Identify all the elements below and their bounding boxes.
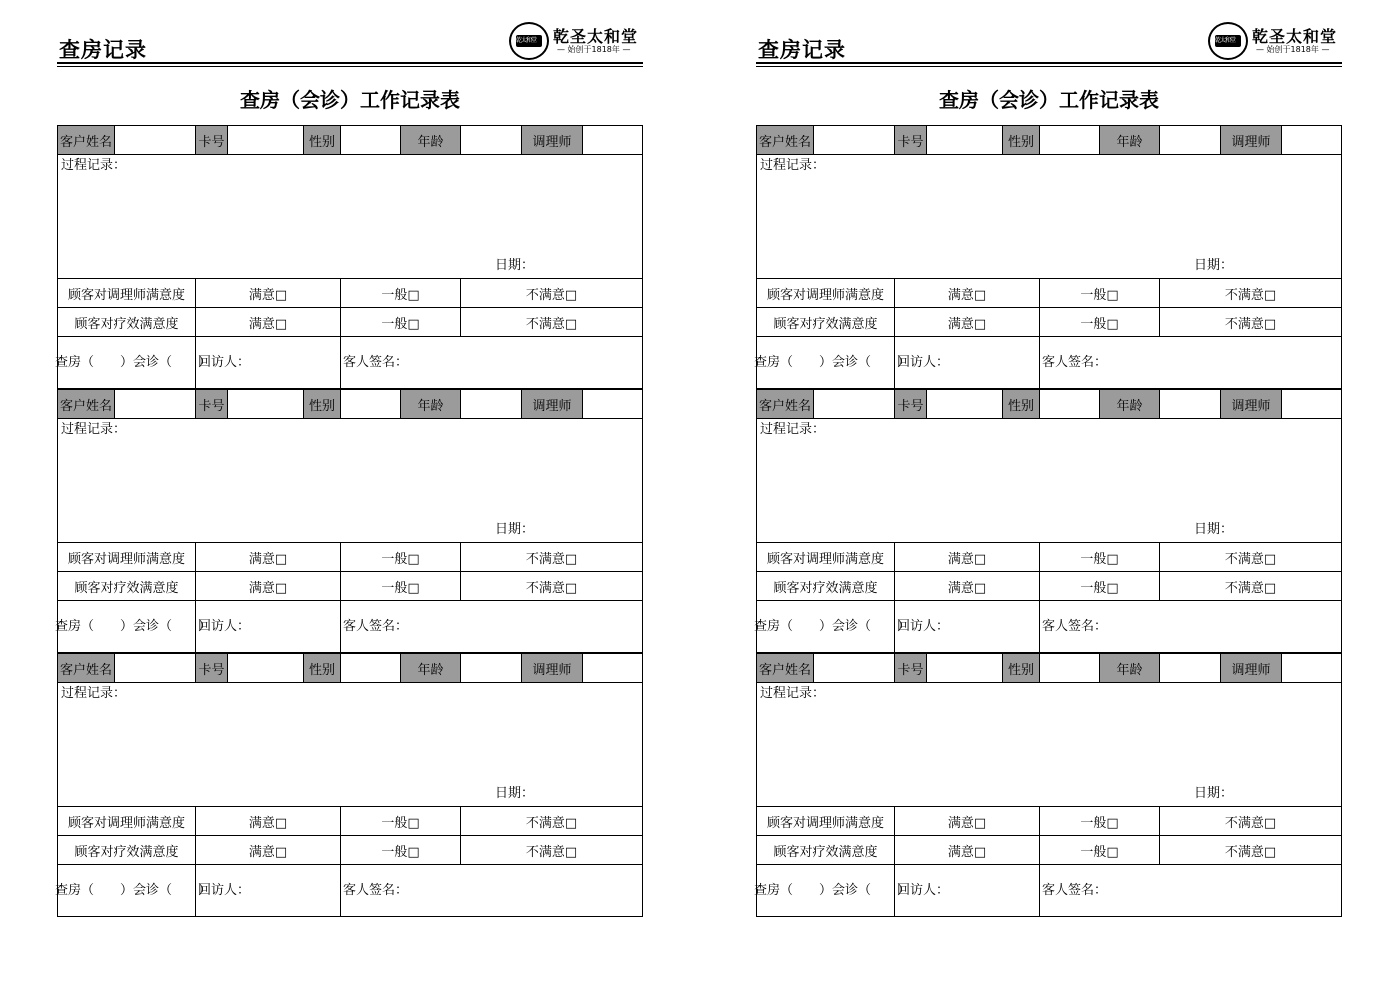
ward-round-consult-label: 查房（ ）会诊（ ） [55,355,212,370]
customer-name-label: 客户姓名 [756,653,814,683]
average-checkbox[interactable]: 一般□ [1039,806,1160,836]
effect-satisfaction-label: 顾客对疗效满意度 [756,307,895,337]
gender-field[interactable] [340,389,401,419]
record-block [57,389,643,653]
brand-seal-icon: 乾太和堂 [1208,22,1248,60]
therapist-label: 调理师 [1220,389,1282,419]
process-record-label: 过程记录： [61,686,127,701]
gender-label: 性别 [303,389,341,419]
ward-round-consult-label: 查房（ ）会诊（ ） [754,355,911,370]
gender-field[interactable] [1039,653,1100,683]
therapist-satisfaction-label: 顾客对调理师满意度 [57,278,196,308]
unsatisfied-checkbox[interactable]: 不满意□ [460,571,643,601]
average-checkbox[interactable]: 一般□ [1039,571,1160,601]
age-label: 年龄 [400,125,461,155]
therapist-field[interactable] [1281,125,1342,155]
unsatisfied-checkbox[interactable]: 不满意□ [460,542,643,572]
satisfied-checkbox[interactable]: 满意□ [195,278,341,308]
ward-round-consult-label: 查房（ ）会诊（ ） [55,883,212,898]
average-checkbox[interactable]: 一般□ [340,542,461,572]
therapist-label: 调理师 [521,389,583,419]
unsatisfied-checkbox[interactable]: 不满意□ [460,278,643,308]
ward-round-consult-label: 查房（ ）会诊（ ） [754,883,911,898]
process-record-area[interactable] [756,682,1342,807]
average-checkbox[interactable]: 一般□ [1039,307,1160,337]
average-checkbox[interactable]: 一般□ [1039,542,1160,572]
age-label: 年龄 [400,653,461,683]
date-label: 日期： [1194,786,1234,801]
brand-slogan: — 始创于1818年 — [1256,45,1330,54]
card-no-label: 卡号 [195,389,228,419]
average-checkbox[interactable]: 一般□ [340,278,461,308]
age-field[interactable] [460,653,522,683]
gender-field[interactable] [1039,125,1100,155]
record-block [57,653,643,917]
page-header-title: 查房记录 [758,37,846,62]
card-no-label: 卡号 [894,389,927,419]
gender-label: 性别 [303,653,341,683]
age-label: 年龄 [1099,653,1160,683]
unsatisfied-checkbox[interactable]: 不满意□ [460,835,643,865]
age-field[interactable] [460,125,522,155]
card-no-field[interactable] [926,653,1003,683]
gender-field[interactable] [340,125,401,155]
unsatisfied-checkbox[interactable]: 不满意□ [1159,571,1342,601]
age-field[interactable] [1159,125,1221,155]
customer-name-field[interactable] [114,125,196,155]
gender-label: 性别 [1002,389,1040,419]
process-record-label: 过程记录： [61,422,127,437]
unsatisfied-checkbox[interactable]: 不满意□ [1159,278,1342,308]
gender-label: 性别 [1002,125,1040,155]
gender-field[interactable] [1039,389,1100,419]
therapist-field[interactable] [1281,653,1342,683]
process-record-label: 过程记录： [61,158,127,173]
process-record-area[interactable] [57,418,643,543]
customer-signature-label: 客人签名： [1042,355,1108,370]
age-field[interactable] [1159,389,1221,419]
gender-label: 性别 [1002,653,1040,683]
therapist-satisfaction-label: 顾客对调理师满意度 [57,542,196,572]
effect-satisfaction-label: 顾客对疗效满意度 [57,307,196,337]
gender-field[interactable] [340,653,401,683]
page-header-title: 查房记录 [59,37,147,62]
satisfied-checkbox[interactable]: 满意□ [894,278,1040,308]
unsatisfied-checkbox[interactable]: 不满意□ [1159,542,1342,572]
card-no-field[interactable] [926,389,1003,419]
unsatisfied-checkbox[interactable]: 不满意□ [1159,806,1342,836]
visitor-label: 回访人： [198,355,251,370]
age-field[interactable] [1159,653,1221,683]
therapist-field[interactable] [1281,389,1342,419]
process-record-area[interactable] [57,154,643,279]
process-record-label: 过程记录： [760,422,826,437]
satisfied-checkbox[interactable]: 满意□ [195,835,341,865]
visitor-label: 回访人： [198,883,251,898]
unsatisfied-checkbox[interactable]: 不满意□ [1159,835,1342,865]
therapist-satisfaction-label: 顾客对调理师满意度 [756,278,895,308]
date-label: 日期： [495,786,535,801]
therapist-label: 调理师 [521,125,583,155]
customer-name-label: 客户姓名 [57,125,115,155]
card-no-field[interactable] [926,125,1003,155]
therapist-field[interactable] [582,389,643,419]
form-title: 查房（会诊）工作记录表 [939,88,1159,112]
brand-slogan: — 始创于1818年 — [557,45,631,54]
process-record-label: 过程记录： [760,158,826,173]
ward-round-consult-label: 查房（ ）会诊（ ） [55,619,212,634]
brand-logo [509,22,645,60]
card-no-field[interactable] [227,653,304,683]
record-block [756,653,1342,917]
customer-name-field[interactable] [114,389,196,419]
brand-seal-icon: 乾太和堂 [509,22,549,60]
effect-satisfaction-label: 顾客对疗效满意度 [57,571,196,601]
average-checkbox[interactable]: 一般□ [340,571,461,601]
card-no-label: 卡号 [195,125,228,155]
date-label: 日期： [1194,522,1234,537]
customer-signature-label: 客人签名： [343,883,409,898]
date-label: 日期： [495,522,535,537]
process-record-label: 过程记录： [760,686,826,701]
process-record-area[interactable] [756,154,1342,279]
customer-signature-label: 客人签名： [1042,619,1108,634]
form-page-left [57,0,657,982]
therapist-label: 调理师 [1220,125,1282,155]
therapist-satisfaction-label: 顾客对调理师满意度 [756,542,895,572]
header-rule [57,62,643,64]
therapist-satisfaction-label: 顾客对调理师满意度 [57,806,196,836]
visitor-label: 回访人： [897,883,950,898]
visitor-label: 回访人： [198,619,251,634]
age-label: 年龄 [400,389,461,419]
visitor-label: 回访人： [897,619,950,634]
date-label: 日期： [495,258,535,273]
average-checkbox[interactable]: 一般□ [1039,835,1160,865]
effect-satisfaction-label: 顾客对疗效满意度 [756,835,895,865]
header-rule [756,62,1342,64]
brand-name: 乾圣太和堂 [553,27,639,46]
age-label: 年龄 [1099,389,1160,419]
card-no-field[interactable] [227,389,304,419]
customer-name-label: 客户姓名 [57,389,115,419]
satisfied-checkbox[interactable]: 满意□ [195,542,341,572]
satisfied-checkbox[interactable]: 满意□ [894,806,1040,836]
brand-name: 乾圣太和堂 [1252,27,1338,46]
customer-name-label: 客户姓名 [57,653,115,683]
satisfied-checkbox[interactable]: 满意□ [195,571,341,601]
header-rule [756,66,1342,67]
satisfied-checkbox[interactable]: 满意□ [195,806,341,836]
customer-signature-label: 客人签名： [343,619,409,634]
record-block [756,389,1342,653]
average-checkbox[interactable]: 一般□ [340,307,461,337]
date-label: 日期： [1194,258,1234,273]
unsatisfied-checkbox[interactable]: 不满意□ [460,806,643,836]
satisfied-checkbox[interactable]: 满意□ [894,307,1040,337]
card-no-label: 卡号 [894,125,927,155]
process-record-area[interactable] [57,682,643,807]
average-checkbox[interactable]: 一般□ [340,835,461,865]
effect-satisfaction-label: 顾客对疗效满意度 [756,571,895,601]
card-no-label: 卡号 [894,653,927,683]
customer-signature-label: 客人签名： [1042,883,1108,898]
header-rule [57,66,643,67]
therapist-field[interactable] [582,125,643,155]
therapist-label: 调理师 [1220,653,1282,683]
unsatisfied-checkbox[interactable]: 不满意□ [1159,307,1342,337]
visitor-label: 回访人： [897,355,950,370]
customer-name-label: 客户姓名 [756,389,814,419]
effect-satisfaction-label: 顾客对疗效满意度 [57,835,196,865]
record-block [756,125,1342,389]
form-page-right [756,0,1356,982]
satisfied-checkbox[interactable]: 满意□ [195,307,341,337]
customer-name-field[interactable] [813,389,895,419]
card-no-label: 卡号 [195,653,228,683]
record-block [57,125,643,389]
unsatisfied-checkbox[interactable]: 不满意□ [460,307,643,337]
therapist-label: 调理师 [521,653,583,683]
average-checkbox[interactable]: 一般□ [1039,278,1160,308]
ward-round-consult-label: 查房（ ）会诊（ ） [754,619,911,634]
customer-name-label: 客户姓名 [756,125,814,155]
satisfied-checkbox[interactable]: 满意□ [894,571,1040,601]
form-title: 查房（会诊）工作记录表 [240,88,460,112]
customer-name-field[interactable] [813,125,895,155]
card-no-field[interactable] [227,125,304,155]
age-field[interactable] [460,389,522,419]
brand-logo [1208,22,1344,60]
satisfied-checkbox[interactable]: 满意□ [894,542,1040,572]
age-label: 年龄 [1099,125,1160,155]
therapist-field[interactable] [582,653,643,683]
satisfied-checkbox[interactable]: 满意□ [894,835,1040,865]
customer-name-field[interactable] [114,653,196,683]
customer-name-field[interactable] [813,653,895,683]
therapist-satisfaction-label: 顾客对调理师满意度 [756,806,895,836]
gender-label: 性别 [303,125,341,155]
average-checkbox[interactable]: 一般□ [340,806,461,836]
process-record-area[interactable] [756,418,1342,543]
customer-signature-label: 客人签名： [343,355,409,370]
